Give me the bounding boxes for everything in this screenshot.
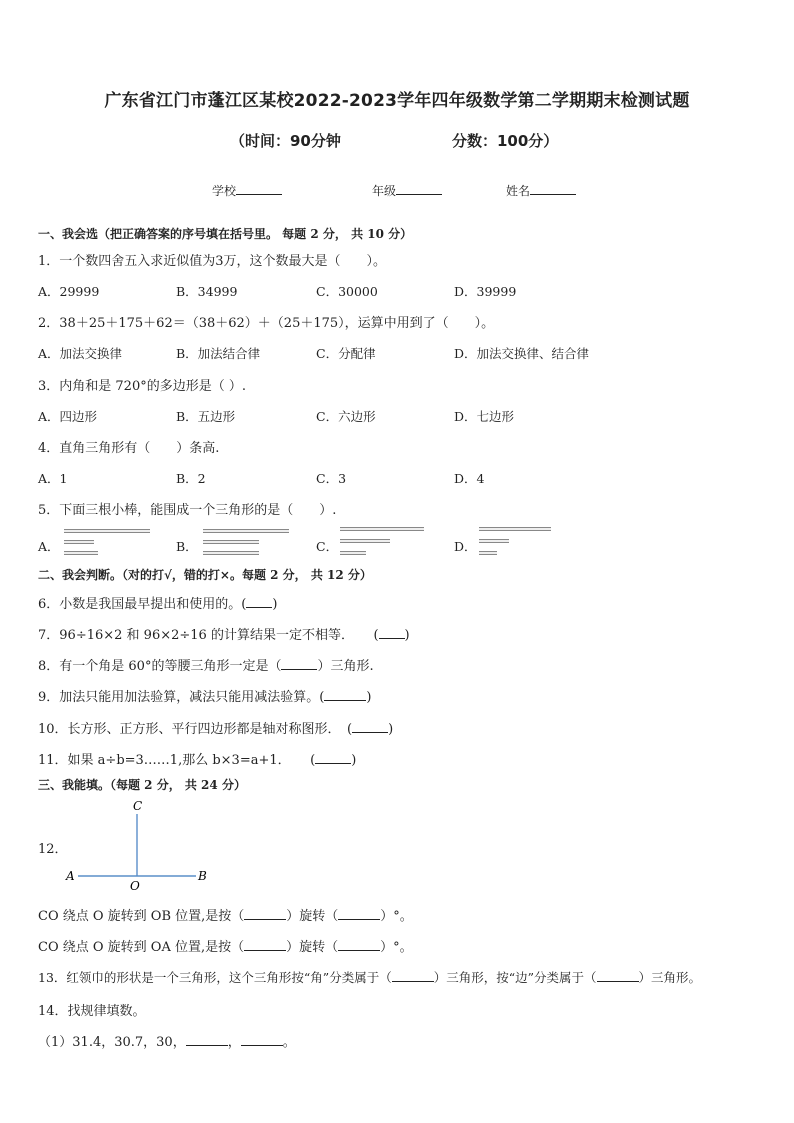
q7-text: 7．96÷16×2 和 96×2÷16 的计算结果一定不相等． ( [38,628,379,643]
q12-line1-text-c: ）°。 [380,909,413,924]
q8-text-a: 8．有一个角是 60°的等腰三角形一定是（ [38,659,282,674]
q12-line2-blank-direction[interactable] [244,938,286,951]
q6-text: 6．小数是我国最早提出和使用的。( [38,597,247,612]
q12-line2-blank-degrees[interactable] [338,938,380,951]
q2-option-c[interactable]: C．分配律 [316,346,376,361]
exam-title: 广东省江门市蓬江区某校2022-2023学年四年级数学第二学期期末检测试题 [104,91,690,111]
school-field[interactable] [212,182,282,199]
stick [203,540,259,544]
q2-text: 2．38＋25＋175＋62＝（38＋62）＋（25＋175），运算中用到了（ ）。 [38,316,495,331]
q12-line1-blank-degrees[interactable] [338,907,380,920]
q13-text-c: ）三角形。 [638,970,702,985]
q3-option-a[interactable]: A．四边形 [38,409,98,424]
q12-line2 [38,936,413,955]
q5-text: 5．下面三根小棒，能围成一个三角形的是（ ）. [38,503,337,518]
stick [479,527,551,531]
section2-heading: 二、我会判断。（对的打√，错的打×。每题 2 分， 共 12 分） [38,568,372,582]
q13-blank-side[interactable] [597,969,639,982]
q3-option-c[interactable]: C．六边形 [316,409,376,424]
q4-option-c[interactable]: C．3 [316,471,347,486]
q11-line [38,749,356,768]
q1-option-d[interactable]: D．39999 [454,284,517,299]
q14-1-blank-1[interactable] [186,1033,228,1046]
q5-option-c[interactable]: C． [316,539,339,554]
label-b: B [198,869,207,883]
q13-blank-angle[interactable] [392,969,434,982]
exam-time: （时间：90分钟 [230,132,341,150]
q7-close: ) [404,628,410,643]
stick [64,551,98,555]
q10-line [38,718,393,737]
q4-option-a[interactable]: A．1 [38,471,68,486]
stick [340,551,366,555]
stick [64,529,150,533]
q7-line [38,624,410,643]
q1-option-c[interactable]: C．30000 [316,284,378,299]
q11-answer-blank[interactable] [315,751,351,764]
stick [479,551,497,555]
grade-field[interactable] [372,182,442,199]
q12-line1-text-a: CO 绕点 O 旋转到 OB 位置,是按（ [38,909,245,924]
section1-heading: 一、我会选（把正确答案的序号填在括号里。 每题 2 分， 共 10 分） [38,227,413,241]
grade-blank[interactable] [396,182,442,195]
q7-answer-blank[interactable] [379,626,405,639]
q11-close: ) [351,753,357,768]
q10-close: ) [388,722,394,737]
q6-answer-blank[interactable] [246,595,272,608]
q12-line1-text-b: ）旋转（ [286,909,339,924]
stick [203,551,259,555]
q2-option-d[interactable]: D．加法交换律、结合律 [454,346,590,361]
q14-1-text-c: 。 [282,1035,296,1050]
name-field[interactable] [506,182,576,199]
q12-line2-text-c: ）°。 [380,940,413,955]
q9-close: ) [366,690,372,705]
q9-line [38,686,371,705]
label-a: A [66,869,75,883]
q6-close: ) [272,597,278,612]
q9-answer-blank[interactable] [324,688,366,701]
q14-1-line [38,1031,296,1050]
q10-text: 10．长方形、正方形、平行四边形都是轴对称图形． ( [38,722,353,737]
q8-answer-blank[interactable] [281,657,317,670]
q11-text: 11．如果 a÷b=3……1,那么 b×3=a+1． ( [38,753,316,768]
q3-option-b[interactable]: B．五边形 [176,409,236,424]
q5-option-d[interactable]: D． [454,539,477,554]
q13-text-a: 13．红领巾的形状是一个三角形，这个三角形按“角”分类属于（ [38,970,392,985]
label-o: O [130,879,140,893]
q13-line [38,968,701,986]
q4-option-d[interactable]: D．4 [454,471,485,486]
q14-text: 14．找规律填数。 [38,1004,146,1019]
q10-answer-blank[interactable] [352,720,388,733]
stick [479,539,509,543]
q14-1-text-b: ， [227,1035,241,1050]
stick [340,527,424,531]
q1-option-b[interactable]: B．34999 [176,284,238,299]
q5-option-b[interactable]: B． [176,539,198,554]
q5-option-a[interactable]: A． [38,539,60,554]
q1-text: 1．一个数四舍五入求近似值为3万，这个数最大是（ ）。 [38,254,387,269]
name-label: 姓名 [506,184,531,198]
q3-text: 3．内角和是 720°的多边形是（ ）. [38,379,246,394]
q12-line2-text-b: ）旋转（ [286,940,339,955]
q12-diagram [60,798,220,894]
stick [340,539,390,543]
q14-1-blank-2[interactable] [241,1033,283,1046]
school-label: 学校 [212,184,237,198]
q2-option-a[interactable]: A．加法交换律 [38,346,123,361]
label-c: C [133,799,143,813]
q12-line1-blank-direction[interactable] [244,907,286,920]
q8-text-b: ）三角形. [317,659,374,674]
exam-score: 分数：100分） [452,132,559,150]
q12-line1 [38,905,413,924]
q2-option-b[interactable]: B．加法结合律 [176,346,261,361]
school-blank[interactable] [236,182,282,195]
q4-option-b[interactable]: B．2 [176,471,206,486]
q1-option-a[interactable]: A．29999 [38,284,100,299]
stick [203,529,289,533]
name-blank[interactable] [530,182,576,195]
q12-number: 12． [38,842,68,857]
q4-text: 4．直角三角形有（ ）条高. [38,441,220,456]
section3-heading: 三、我能填。（每题 2 分， 共 24 分） [38,778,246,792]
q12-line2-text-a: CO 绕点 O 旋转到 OA 位置,是按（ [38,940,245,955]
q8-line [38,655,374,674]
q14-1-text-a: （1）31.4，30.7，30， [38,1035,186,1050]
q13-text-b: ）三角形，按“边”分类属于（ [433,970,597,985]
q9-text: 9．加法只能用加法验算，减法只能用减法验算。( [38,690,325,705]
stick [64,540,94,544]
q6-line [38,593,277,612]
grade-label: 年级 [372,184,397,198]
q3-option-d[interactable]: D．七边形 [454,409,515,424]
